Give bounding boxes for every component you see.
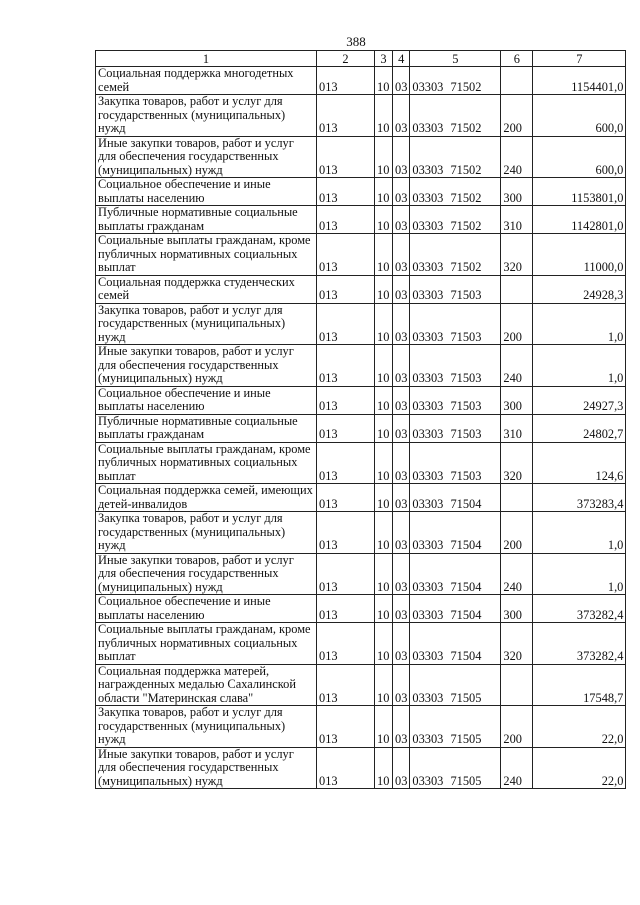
table-row <box>96 512 626 554</box>
row-name-cell: Иные закупки товаров, работ и услуг для обеспечения государственных (муниципальных) нужд <box>96 747 317 789</box>
expense-type-cell: 320 <box>501 623 533 665</box>
target-article-cell: 03303 71505 <box>410 664 501 706</box>
ministry-code-cell: 013 <box>317 303 375 345</box>
row-name-cell: Социальное обеспечение и иные выплаты населению <box>96 386 317 414</box>
expense-type-cell <box>501 664 533 706</box>
amount-cell: 1,0 <box>533 345 626 387</box>
ministry-code-cell: 013 <box>317 747 375 789</box>
row-name-cell: Публичные нормативные социальные выплаты гражданам <box>96 206 317 234</box>
section-code-cell: 10 <box>375 345 393 387</box>
ministry-code-cell: 013 <box>317 178 375 206</box>
amount-cell: 22,0 <box>533 747 626 789</box>
section-code-cell: 10 <box>375 595 393 623</box>
ministry-code-cell: 013 <box>317 442 375 484</box>
row-name-cell: Социальное обеспечение и иные выплаты населению <box>96 178 317 206</box>
row-name-cell: Закупка товаров, работ и услуг для государственных (муниципальных) нужд <box>96 512 317 554</box>
target-article-cell: 03303 71505 <box>410 747 501 789</box>
section-code-cell: 10 <box>375 706 393 748</box>
subsection-code-cell: 03 <box>393 512 410 554</box>
target-article-cell: 03303 71502 <box>410 136 501 178</box>
amount-cell: 373282,4 <box>533 595 626 623</box>
target-article-cell: 03303 71504 <box>410 484 501 512</box>
target-article-cell: 03303 71502 <box>410 95 501 137</box>
section-code-cell: 10 <box>375 484 393 512</box>
amount-cell: 11000,0 <box>533 234 626 276</box>
amount-cell: 600,0 <box>533 95 626 137</box>
table-row <box>96 386 626 414</box>
amount-cell: 1,0 <box>533 303 626 345</box>
table-row <box>96 67 626 95</box>
ministry-code-cell: 013 <box>317 386 375 414</box>
target-article-cell: 03303 71503 <box>410 442 501 484</box>
section-code-cell: 10 <box>375 206 393 234</box>
row-name-cell: Закупка товаров, работ и услуг для государственных (муниципальных) нужд <box>96 706 317 748</box>
expense-type-cell: 200 <box>501 303 533 345</box>
budget-table <box>95 50 626 789</box>
ministry-code-cell: 013 <box>317 206 375 234</box>
subsection-code-cell: 03 <box>393 206 410 234</box>
column-header: 2 <box>317 51 375 67</box>
amount-cell: 1,0 <box>533 553 626 595</box>
target-article-cell: 03303 71503 <box>410 386 501 414</box>
table-body <box>96 67 626 789</box>
target-article-cell: 03303 71504 <box>410 595 501 623</box>
amount-cell: 24927,3 <box>533 386 626 414</box>
section-code-cell: 10 <box>375 553 393 595</box>
amount-cell: 1154401,0 <box>533 67 626 95</box>
section-code-cell: 10 <box>375 512 393 554</box>
expense-type-cell: 300 <box>501 595 533 623</box>
ministry-code-cell: 013 <box>317 345 375 387</box>
target-article-cell: 03303 71502 <box>410 234 501 276</box>
page-number: 388 <box>346 34 366 49</box>
target-article-cell: 03303 71503 <box>410 303 501 345</box>
table-row <box>96 706 626 748</box>
subsection-code-cell: 03 <box>393 595 410 623</box>
section-code-cell: 10 <box>375 664 393 706</box>
subsection-code-cell: 03 <box>393 136 410 178</box>
target-article-cell: 03303 71502 <box>410 206 501 234</box>
section-code-cell: 10 <box>375 623 393 665</box>
section-code-cell: 10 <box>375 95 393 137</box>
target-article-cell: 03303 71503 <box>410 275 501 303</box>
column-header: 5 <box>410 51 501 67</box>
section-code-cell: 10 <box>375 275 393 303</box>
ministry-code-cell: 013 <box>317 553 375 595</box>
ministry-code-cell: 013 <box>317 136 375 178</box>
ministry-code-cell: 013 <box>317 95 375 137</box>
ministry-code-cell: 013 <box>317 414 375 442</box>
subsection-code-cell: 03 <box>393 442 410 484</box>
ministry-code-cell: 013 <box>317 512 375 554</box>
subsection-code-cell: 03 <box>393 95 410 137</box>
ministry-code-cell: 013 <box>317 484 375 512</box>
row-name-cell: Социальное обеспечение и иные выплаты населению <box>96 595 317 623</box>
expense-type-cell: 240 <box>501 136 533 178</box>
subsection-code-cell: 03 <box>393 706 410 748</box>
section-code-cell: 10 <box>375 234 393 276</box>
subsection-code-cell: 03 <box>393 553 410 595</box>
section-code-cell: 10 <box>375 442 393 484</box>
column-header: 7 <box>533 51 626 67</box>
table-row <box>96 664 626 706</box>
amount-cell: 373283,4 <box>533 484 626 512</box>
subsection-code-cell: 03 <box>393 747 410 789</box>
subsection-code-cell: 03 <box>393 623 410 665</box>
expense-type-cell: 200 <box>501 95 533 137</box>
expense-type-cell: 240 <box>501 345 533 387</box>
expense-type-cell: 200 <box>501 512 533 554</box>
subsection-code-cell: 03 <box>393 414 410 442</box>
row-name-cell: Социальная поддержка матерей, награжденных медалью Сахалинской области "Материнская слава" <box>96 664 317 706</box>
target-article-cell: 03303 71502 <box>410 67 501 95</box>
table-row <box>96 484 626 512</box>
row-name-cell: Закупка товаров, работ и услуг для государственных (муниципальных) нужд <box>96 303 317 345</box>
amount-cell: 1,0 <box>533 512 626 554</box>
table-row <box>96 442 626 484</box>
row-name-cell: Социальные выплаты гражданам, кроме публичных нормативных социальных выплат <box>96 442 317 484</box>
ministry-code-cell: 013 <box>317 623 375 665</box>
target-article-cell: 03303 71503 <box>410 414 501 442</box>
expense-type-cell: 240 <box>501 747 533 789</box>
target-article-cell: 03303 71503 <box>410 345 501 387</box>
ministry-code-cell: 013 <box>317 595 375 623</box>
table-row <box>96 206 626 234</box>
ministry-code-cell: 013 <box>317 275 375 303</box>
expense-type-cell <box>501 67 533 95</box>
subsection-code-cell: 03 <box>393 484 410 512</box>
section-code-cell: 10 <box>375 386 393 414</box>
ministry-code-cell: 013 <box>317 67 375 95</box>
table-row <box>96 95 626 137</box>
subsection-code-cell: 03 <box>393 275 410 303</box>
row-name-cell: Социальная поддержка семей, имеющих детей-инвалидов <box>96 484 317 512</box>
subsection-code-cell: 03 <box>393 664 410 706</box>
expense-type-cell: 320 <box>501 234 533 276</box>
ministry-code-cell: 013 <box>317 234 375 276</box>
target-article-cell: 03303 71504 <box>410 512 501 554</box>
table-row <box>96 747 626 789</box>
amount-cell: 24802,7 <box>533 414 626 442</box>
table-row <box>96 275 626 303</box>
amount-cell: 24928,3 <box>533 275 626 303</box>
subsection-code-cell: 03 <box>393 303 410 345</box>
amount-cell: 22,0 <box>533 706 626 748</box>
table-row <box>96 234 626 276</box>
column-header: 1 <box>96 51 317 67</box>
amount-cell: 17548,7 <box>533 664 626 706</box>
amount-cell: 1142801,0 <box>533 206 626 234</box>
subsection-code-cell: 03 <box>393 67 410 95</box>
table-row <box>96 303 626 345</box>
table-row <box>96 623 626 665</box>
section-code-cell: 10 <box>375 414 393 442</box>
table-row <box>96 553 626 595</box>
row-name-cell: Иные закупки товаров, работ и услуг для обеспечения государственных (муниципальных) нужд <box>96 136 317 178</box>
section-code-cell: 10 <box>375 136 393 178</box>
subsection-code-cell: 03 <box>393 234 410 276</box>
expense-type-cell: 240 <box>501 553 533 595</box>
subsection-code-cell: 03 <box>393 386 410 414</box>
amount-cell: 373282,4 <box>533 623 626 665</box>
table-row <box>96 178 626 206</box>
row-name-cell: Социальная поддержка студенческих семей <box>96 275 317 303</box>
target-article-cell: 03303 71505 <box>410 706 501 748</box>
expense-type-cell: 310 <box>501 414 533 442</box>
row-name-cell: Социальная поддержка многодетных семей <box>96 67 317 95</box>
amount-cell: 124,6 <box>533 442 626 484</box>
target-article-cell: 03303 71504 <box>410 623 501 665</box>
column-number-row <box>96 51 626 67</box>
subsection-code-cell: 03 <box>393 345 410 387</box>
row-name-cell: Закупка товаров, работ и услуг для государственных (муниципальных) нужд <box>96 95 317 137</box>
table-row <box>96 414 626 442</box>
amount-cell: 600,0 <box>533 136 626 178</box>
column-header: 4 <box>393 51 410 67</box>
row-name-cell: Социальные выплаты гражданам, кроме публичных нормативных социальных выплат <box>96 234 317 276</box>
row-name-cell: Социальные выплаты гражданам, кроме публичных нормативных социальных выплат <box>96 623 317 665</box>
section-code-cell: 10 <box>375 178 393 206</box>
expense-type-cell: 200 <box>501 706 533 748</box>
section-code-cell: 10 <box>375 303 393 345</box>
table-row <box>96 136 626 178</box>
subsection-code-cell: 03 <box>393 178 410 206</box>
expense-type-cell: 300 <box>501 178 533 206</box>
column-header: 3 <box>375 51 393 67</box>
expense-type-cell: 320 <box>501 442 533 484</box>
section-code-cell: 10 <box>375 747 393 789</box>
row-name-cell: Иные закупки товаров, работ и услуг для обеспечения государственных (муниципальных) нужд <box>96 553 317 595</box>
section-code-cell: 10 <box>375 67 393 95</box>
target-article-cell: 03303 71504 <box>410 553 501 595</box>
expense-type-cell: 310 <box>501 206 533 234</box>
expense-type-cell <box>501 275 533 303</box>
row-name-cell: Иные закупки товаров, работ и услуг для обеспечения государственных (муниципальных) нужд <box>96 345 317 387</box>
table-row <box>96 345 626 387</box>
expense-type-cell <box>501 484 533 512</box>
row-name-cell: Публичные нормативные социальные выплаты гражданам <box>96 414 317 442</box>
column-header: 6 <box>501 51 533 67</box>
expense-type-cell: 300 <box>501 386 533 414</box>
ministry-code-cell: 013 <box>317 664 375 706</box>
amount-cell: 1153801,0 <box>533 178 626 206</box>
ministry-code-cell: 013 <box>317 706 375 748</box>
table-row <box>96 595 626 623</box>
target-article-cell: 03303 71502 <box>410 178 501 206</box>
